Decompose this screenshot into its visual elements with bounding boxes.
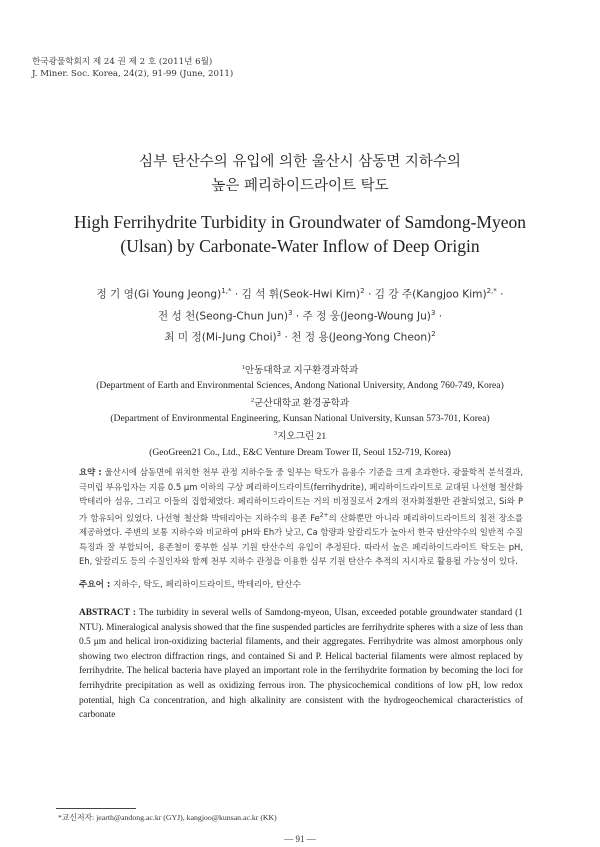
english-title-line-1: High Ferrihydrite Turbidity in Groundwater of Samdong-Myeon — [73, 212, 527, 232]
affiliation-text: 군산대학교 환경공학과 — [254, 398, 350, 410]
footnote-divider — [56, 808, 136, 809]
author-affil-sup: 3 — [430, 308, 436, 317]
korean-keywords-label: 주요어 : — [79, 580, 111, 590]
author-name: 천 정 용(Jeong-Yong Cheon) — [291, 331, 432, 344]
author-separator: · — [292, 310, 303, 323]
author-line-1 — [40, 282, 560, 304]
affiliation-1-korean — [40, 360, 560, 378]
author-name: 주 정 웅(Jeong-Woung Ju) — [302, 310, 431, 323]
author-separator: · — [281, 331, 292, 344]
affiliation-sup: 1 — [241, 364, 245, 371]
korean-abstract-text-1: 울산시에 삼동면에 위치한 천부 관정 지하수들 중 일부는 탁도가 음용수 기준을 크게 초과한다. 광물학적 분석결과, 극미립 부유입자는 지름 0.5 μm 이하의 구상 페리하이드라이트(ferrihydrite), 페리하이드라이트로 교대된 나선형 철산화 박테리아 섬유, 그리고 이들의 집합체였다. 페리하이드라이트는 거의 비정질로서 2개의 전자회절환만 관찰되었고, Si와 P가 함유되어 있었다. 나선형 철산화 박테리아는 지하수의 용존 Fe — [79, 467, 524, 523]
author-affil-sup: 3 — [288, 308, 293, 317]
author-name: 김 석 휘(Seok-Hwi Kim) — [241, 288, 361, 301]
korean-title-line-2: 높은 페리하이드라이트 탁도 — [211, 178, 389, 194]
author-separator: · — [496, 288, 504, 301]
author-name: 전 성 천(Seong-Chun Jun) — [157, 310, 288, 323]
affiliation-3-english: (GeoGreen21 Co., Ltd., E&C Venture Dream Tower II, Seoul 152-719, Korea) — [149, 446, 451, 458]
author-name: 최 미 정(Mi-Jung Choi) — [164, 331, 277, 344]
korean-title-line-1: 심부 탄산수의 유입에 의한 울산시 삼동면 지하수의 — [139, 154, 461, 170]
author-name: 김 강 주(Kangjoo Kim) — [374, 288, 487, 301]
author-line-2 — [40, 304, 560, 326]
korean-abstract-sup: 2+ — [319, 511, 329, 519]
corresponding-author-footnote: *교신저자: jearth@andong.ac.kr (GYJ), kangjoo@kunsan.ac.kr (KK) — [58, 813, 277, 822]
korean-abstract-text-2: 의 산화뿐만 아니라 페리하이드라이트의 침전 장소를 제공하였다. 주변의 보통 지하수와 비교하여 pH와 Eh가 낮고, Ca 함량과 알칼리도가 높아서 한국 탄산약수의 일반적 수질 특징과 잘 부합되어, 용존철이 풍부한 심부 기원 탄산수의 유입이 추정된다. 따라서 높은 페리하이드라이트 탁도는 pH, Eh, 알칼리도 등의 수질인자와 함께 천부 지하수 관정을 이용한 심부 기원 탄산수 추적의 지시자로 활용될 가능성이 있다. — [79, 512, 523, 567]
english-title-line-2: (Ulsan) by Carbonate-Water Inflow of Deep Origin — [120, 236, 480, 256]
author-affil-sup: 2 — [360, 287, 365, 295]
author-name: 정 기 영(Gi Young Jeong) — [96, 288, 222, 301]
journal-line-korean: 한국광물학회지 제 24 권 제 2 호 (2011년 6월) — [32, 57, 213, 67]
author-separator: · — [364, 288, 375, 301]
author-separator: · — [231, 288, 242, 301]
english-abstract-label: ABSTRACT : — [79, 608, 136, 618]
journal-line-english: J. Miner. Soc. Korea, 24(2), 91-99 (June, 2011) — [32, 69, 234, 79]
korean-abstract — [79, 465, 523, 569]
affiliation-sup: 3 — [273, 430, 278, 438]
affiliation-3-korean — [40, 426, 560, 444]
author-affil-sup: 2 — [431, 330, 436, 339]
journal-header — [32, 56, 233, 80]
english-title — [40, 210, 560, 258]
english-abstract-text: The turbidity in several wells of Samdong-myeon, Ulsan, exceeded potable groundwater standard (1 NTU). Mineralogical analysis showed that the fine suspended particles are ferrihydrite spheres with a size of less than 0.5 μm and helical iron-oxidizing bacterial filaments, and their aggregates. Ferrihydrite was almost amorphous only showing two electron diffraction rings, and contained Si and P. Helical bacterial filaments were almost replaced by ferrihydrite. The helical bacteria have played an important role in the ferrihydrite formation by becoming the loci for ferrihydrite precipitation as well as oxidizing ferrous iron. The physicochemical conditions of low pH, low redox potential, high Ca concentration, and high alkalinity are consistent with the hydrogeochemical characteristics of carbonate — [79, 608, 523, 721]
affiliation-text: 지오그린 21 — [277, 431, 327, 443]
english-abstract — [79, 606, 523, 723]
affiliation-2-english: (Department of Environmental Engineering, Kunsan National University, Kunsan 573-701, Korea) — [110, 413, 490, 425]
affiliations — [40, 360, 560, 460]
korean-title — [60, 150, 540, 198]
korean-keywords-text: 지하수, 탁도, 페리하이드라이트, 박테리아, 탄산수 — [110, 580, 301, 590]
affiliation-1-english: (Department of Earth and Environmental Sciences, Andong National University, Andong 760-749, Korea) — [96, 380, 504, 392]
korean-abstract-label: 요약 : — [79, 467, 102, 477]
affiliation-text: 안동대학교 지구환경과학과 — [244, 365, 359, 377]
author-affil-sup: 1,* — [221, 287, 232, 295]
author-list — [40, 282, 560, 347]
page-number: — 91 — — [284, 834, 316, 844]
author-separator: · — [435, 310, 443, 323]
author-affil-sup: 3 — [276, 330, 282, 339]
affiliation-2-korean — [40, 393, 560, 411]
korean-keywords — [79, 578, 523, 592]
affiliation-sup: 2 — [250, 397, 255, 405]
author-line-3 — [40, 325, 560, 347]
author-affil-sup: 2,* — [486, 287, 497, 295]
